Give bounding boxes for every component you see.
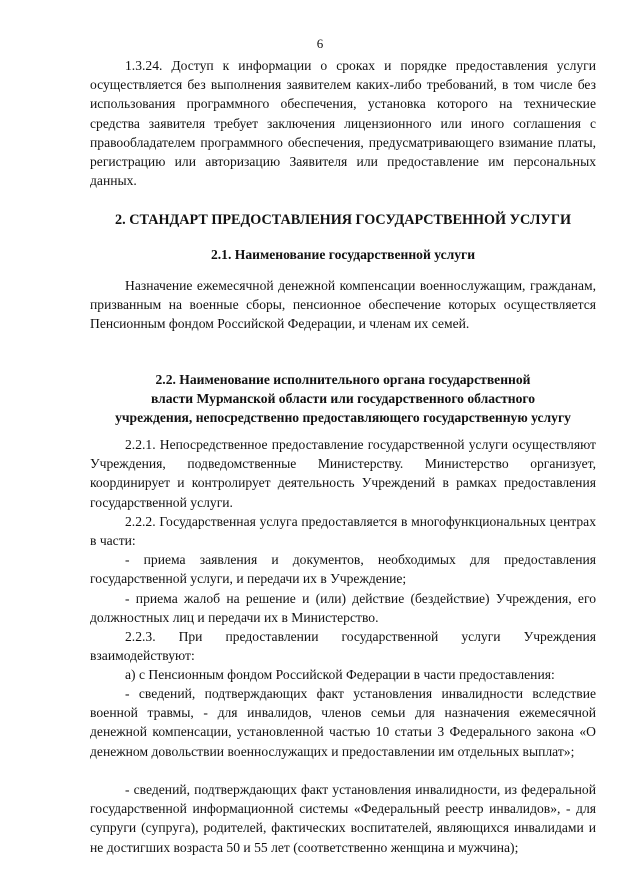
section-2-title: 2. СТАНДАРТ ПРЕДОСТАВЛЕНИЯ ГОСУДАРСТВЕННОЙ УСЛУГИ: [115, 212, 571, 228]
list-item-2-2-2-a: - приема заявления и документов, необходимых для предоставления государственной услуги, и передачи их в Учреждение;: [90, 552, 596, 587]
clause-2-2-2: 2.2.2. Государственная услуга предоставляется в многофункциональных центрах в части:: [90, 514, 596, 549]
clause-2-2-3: 2.2.3. При предоставлении государственной услуги Учреждения взаимодействуют:: [90, 629, 596, 664]
clause-1-3-24: 1.3.24. Доступ к информации о сроках и порядке предоставления услуги осуществляется без выполнения заявителем каких-либо требований, в том числе без использования программного обеспечения, установка которого на технические средства заявителя требует заключения лицензионного или иного соглашения с правообладателем программного обеспечения, предусматривающего взимание платы, регистрацию или авторизацию Заявителя или предоставление им персональных данных.: [90, 58, 596, 189]
list-item-2-2-3-a1: - сведений, подтверждающих факт установления инвалидности вследствие военной травмы, - для инвалидов, членов семьи для назначения ежемесячной денежной компенсации, установленной частью 10 статьи 3 Федерального закона «О денежном довольствии военнослужащих и предоставлении им отдельных выплат»;: [90, 686, 596, 759]
subsection-2-2-title-line1: 2.2. Наименование исполнительного органа государственной: [155, 372, 531, 387]
subsection-2-1-title: 2.1. Наименование государственной услуги: [210, 247, 476, 262]
list-item-2-2-3-a2: - сведений, подтверждающих факт установления инвалидности, из федеральной государственной информационной системы «Федеральный реестр инвалидов», - для супруги (супруга), родителей, фактических воспитателей, являющихся инвалидами и не достигших возраста 50 и 55 лет (соответственно женщина и мужчина);: [90, 782, 596, 855]
list-item-2-2-3-a: а) с Пенсионным фондом Российской Федерации в части предоставления:: [125, 667, 555, 682]
subsection-2-1-text: Назначение ежемесячной денежной компенсации военнослужащим, гражданам, призванным на военные сборы, пенсионное обеспечение которых осуществляется Пенсионным фондом Российской Федерации, и членам их семей.: [90, 278, 596, 332]
subsection-2-2-title: [80, 370, 606, 428]
clause-2-2-1: 2.2.1. Непосредственное предоставление государственной услуги осуществляют Учреждения, подведомственные Министерству. Министерство организует, координирует и контролирует деятельность Учреждений в рамках предоставления государственной услуги.: [90, 437, 596, 510]
page-number: 6: [316, 36, 324, 51]
list-item-2-2-2-b: - приема жалоб на решение и (или) действие (бездействие) Учреждения, его должностных лиц и передачи их в Министерство.: [90, 591, 596, 626]
subsection-2-2-title-line3: учреждения, непосредственно предоставляющего государственную услугу: [115, 410, 571, 426]
subsection-2-2-title-line2: власти Мурманской области или государственного областного: [150, 391, 536, 407]
